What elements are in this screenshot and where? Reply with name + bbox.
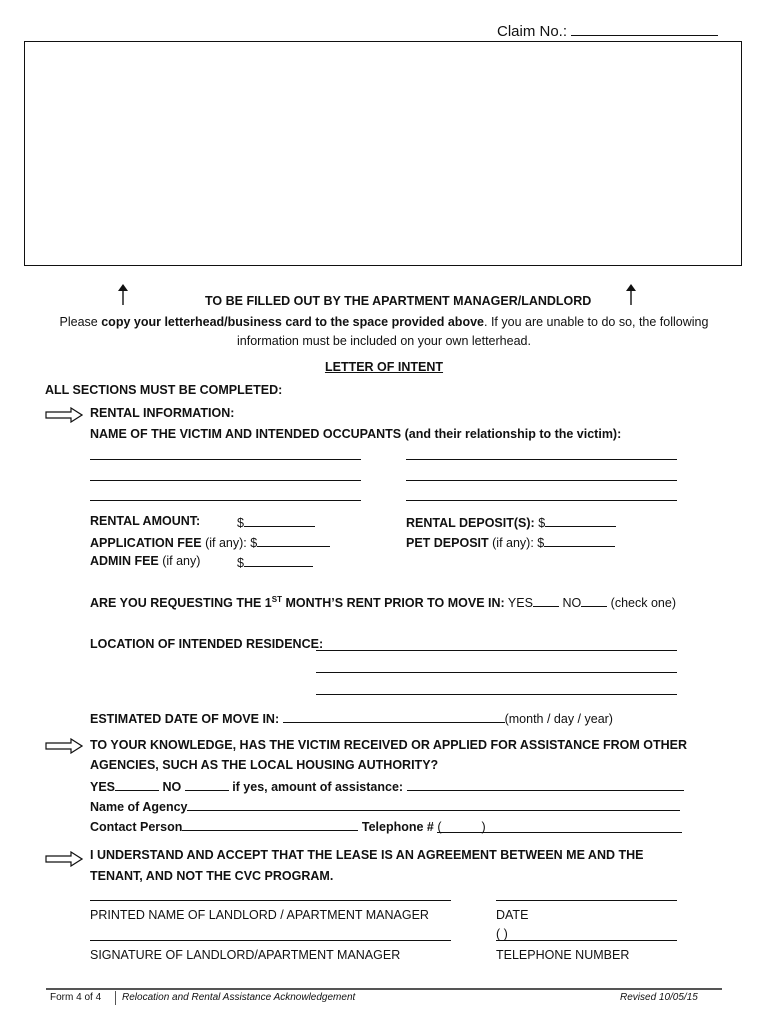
contact-label: Contact Person [90,820,183,834]
dollar-sign: $ [250,536,258,550]
rental-amount-input[interactable] [244,514,315,527]
letterhead-box[interactable] [24,41,742,266]
contact-input[interactable] [182,818,358,831]
arrow-right-icon [45,851,83,867]
assistance-answer-row [90,778,684,794]
instructions-bold-text: copy your letterhead/business card to the space provided above [101,315,484,329]
agreement-line2: TENANT, AND NOT THE CVC PROGRAM. [90,869,334,883]
arrow-up-icon [624,283,638,305]
telephone-number-label: TELEPHONE NUMBER [496,948,630,962]
paren-open: ( [437,820,442,834]
pet-deposit-field [406,534,615,550]
arrow-right-icon [45,738,83,754]
agency-field [90,798,680,814]
footer-revised: Revised 10/05/15 [620,992,698,1003]
all-sections-note: ALL SECTIONS MUST BE COMPLETED: [45,383,283,397]
application-fee-note: (if any): [201,536,251,550]
phone-parens: ( ) [496,927,508,941]
date-label: DATE [496,908,529,922]
instructions-line2: information must be included on your own letterhead. [237,334,531,348]
move-in-input[interactable] [283,710,505,723]
instructions-text: . If you are unable to do so, the following [484,315,709,329]
no-label: NO [159,780,185,794]
location-line[interactable] [316,672,677,673]
occupant-line[interactable] [406,480,677,481]
rental-deposit-field [406,514,616,530]
dollar-sign: $ [537,536,545,550]
rental-deposit-input[interactable] [545,514,616,527]
occupant-line[interactable] [90,480,361,481]
yes-label: YES [90,780,116,794]
instructions-text: Please [59,315,102,329]
pet-deposit-note: (if any): [488,536,538,550]
admin-fee-label: ADMIN FEE [90,554,159,568]
footer-rule [46,988,722,990]
assistance-question-line1: TO YOUR KNOWLEDGE, HAS THE VICTIM RECEIVED OR APPLIED FOR ASSISTANCE FROM OTHER [90,738,688,752]
rental-amount-field [237,514,315,530]
application-fee-input[interactable] [257,534,330,547]
move-in-label: ESTIMATED DATE OF MOVE IN: [90,712,283,726]
dollar-sign: $ [237,516,244,530]
assistance-no-input[interactable] [185,778,229,791]
contact-field [90,818,682,834]
footer-form: Form 4 of 4 [50,992,102,1003]
agreement-line1: I UNDERSTAND AND ACCEPT THAT THE LEASE IS AN AGREEMENT BETWEEN ME AND THE [90,848,644,862]
rental-info-heading: RENTAL INFORMATION: [90,406,235,420]
instructions-title: TO BE FILLED OUT BY THE APARTMENT MANAGER/LANDLORD [205,294,592,308]
arrow-right-icon [45,407,83,423]
move-in-field [90,710,613,726]
dollar-sign: $ [538,516,546,530]
first-month-question [90,594,676,610]
date-line[interactable] [496,900,677,901]
rental-amount-label: RENTAL AMOUNT: [90,514,201,528]
first-month-label-rest: MONTH’S RENT PRIOR TO MOVE IN: [281,596,505,610]
first-month-no-input[interactable] [581,594,607,607]
occupant-line[interactable] [90,500,361,501]
rental-deposit-label: RENTAL DEPOSIT(S): [406,516,539,530]
admin-fee-note: (if any) [158,554,201,568]
instructions-line1 [0,315,768,329]
no-label: NO [562,596,582,610]
telephone-label: Telephone # [358,820,438,834]
assistance-yes-input[interactable] [115,778,159,791]
footer-divider [115,991,116,1005]
claim-number-field [497,21,718,40]
pet-deposit-input[interactable] [544,534,615,547]
dollar-sign: $ [237,556,244,570]
first-month-yes-input[interactable] [533,594,559,607]
claim-number-label: Claim No.: [497,23,568,40]
move-in-format: (month / day / year) [504,712,613,726]
assistance-question-line2: AGENCIES, SUCH AS THE LOCAL HOUSING AUTHORITY? [90,758,439,772]
claim-number-input[interactable] [571,21,718,36]
application-fee-label: APPLICATION FEE [90,536,202,550]
agency-label: Name of Agency [90,800,188,814]
occupants-label: NAME OF THE VICTIM AND INTENDED OCCUPANTS (and their relationship to the victim): [90,427,622,441]
pet-deposit-label: PET DEPOSIT [406,536,489,550]
footer-title: Relocation and Rental Assistance Acknowledgement [122,992,356,1003]
document-title: LETTER OF INTENT [324,360,444,374]
admin-fee-field [90,554,200,568]
arrow-up-icon [116,283,130,305]
yes-label: YES [504,596,533,610]
location-line[interactable] [316,694,677,695]
if-yes-label: if yes, amount of assistance: [228,780,407,794]
location-line[interactable] [316,650,677,651]
signature-line[interactable] [90,940,451,941]
paren-close: ) [481,820,486,834]
printed-name-label: PRINTED NAME OF LANDLORD / APARTMENT MANAGER [90,908,429,922]
application-fee-field [90,534,330,550]
check-one-note: (check one) [610,596,676,610]
agency-input[interactable] [187,798,680,811]
signature-label: SIGNATURE OF LANDLORD/APARTMENT MANAGER [90,948,401,962]
occupant-line[interactable] [90,459,361,460]
location-label: LOCATION OF INTENDED RESIDENCE: [90,637,324,651]
contact-phone-input[interactable] [437,820,682,833]
assistance-amount-input[interactable] [407,778,684,791]
admin-fee-input[interactable] [244,554,313,567]
first-month-label: ARE YOU REQUESTING THE 1 [90,596,272,610]
first-month-superscript: ST [271,594,282,604]
telephone-line[interactable] [496,940,677,941]
occupant-line[interactable] [406,500,677,501]
occupant-line[interactable] [406,459,677,460]
admin-fee-amount [237,554,313,570]
printed-name-line[interactable] [90,900,451,901]
